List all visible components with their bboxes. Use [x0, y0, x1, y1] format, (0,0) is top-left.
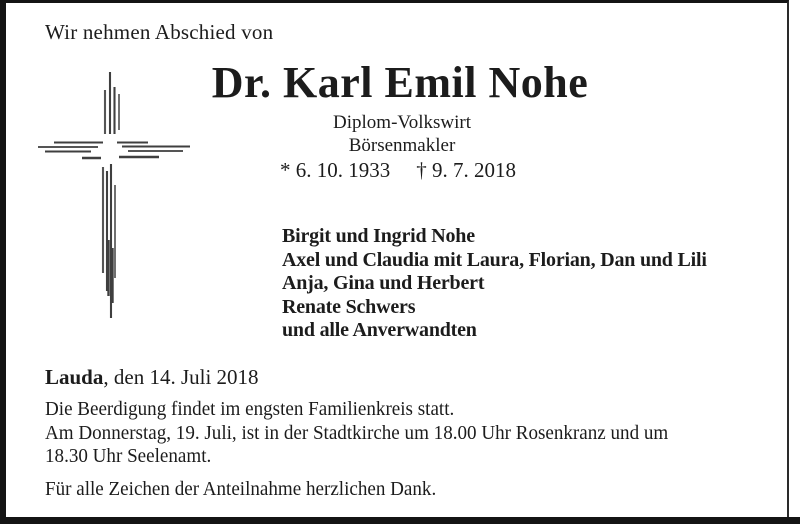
mourner-line: Birgit und Ingrid Nohe: [282, 225, 475, 247]
intro-text: Wir nehmen Abschied von: [45, 20, 274, 44]
birth-date: * 6. 10. 1933: [280, 158, 391, 182]
place-name: Lauda: [45, 365, 104, 389]
mourner-line: Renate Schwers: [282, 295, 416, 318]
funeral-line: Am Donnerstag, 19. Juli, ist in der Stadtkirche um 18.00 Uhr Rosenkranz und um: [45, 421, 669, 444]
profession-title-1: Diplom-Volkswirt: [333, 112, 471, 133]
date-text: , den 14. Juli 2018: [103, 365, 259, 389]
thanks-line: Für alle Zeichen der Anteilnahme herzlichen Dank.: [45, 478, 437, 500]
death-date: † 9. 7. 2018: [416, 158, 516, 182]
profession-title-2: Börsenmakler: [348, 135, 456, 156]
funeral-line: 18.30 Uhr Seelenamt.: [45, 445, 212, 467]
mourner-line: und alle Anverwandten: [282, 319, 477, 341]
mourner-line: Anja, Gina und Herbert: [282, 272, 485, 294]
life-dates: [0, 158, 796, 183]
funeral-info: [45, 398, 668, 469]
mourners-list: [282, 225, 707, 343]
bottom-border-bar: [0, 517, 800, 524]
mourner-line: Axel und Claudia mit Laura, Florian, Dan und Lili: [282, 248, 707, 271]
funeral-line: Die Beerdigung findet im engsten Familienkreis statt.: [45, 398, 455, 420]
deceased-name: Dr. Karl Emil Nohe: [211, 58, 589, 107]
place-date-line: [45, 365, 259, 390]
